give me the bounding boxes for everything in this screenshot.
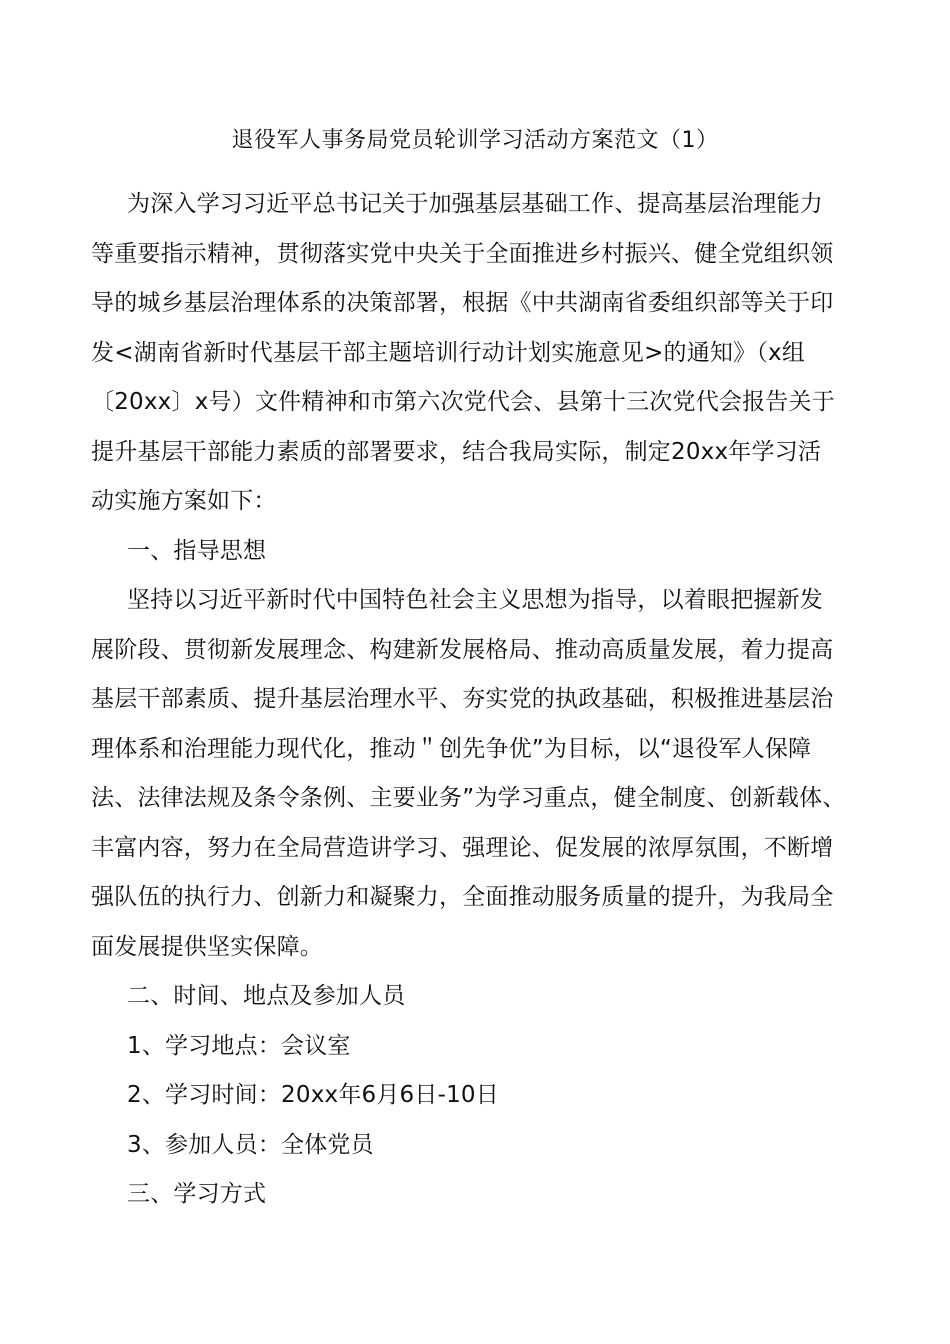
section-heading: 三、学习方式 xyxy=(127,1181,267,1207)
paragraph-line: 法、法律法规及条令条例、主要业务”为学习重点，健全制度、创新载体、 xyxy=(91,785,846,811)
paragraph-line: 提升基层干部能力素质的部署要求，结合我局实际，制定20xx年学习活 xyxy=(91,438,822,465)
paragraph-line: 强队伍的执行力、创新力和凝聚力，全面推动服务质量的提升，为我局全 xyxy=(91,884,834,910)
paragraph-line: 基层干部素质、提升基层治理水平、夯实党的执政基础，积极推进基层治 xyxy=(91,686,834,712)
paragraph-line: 发<湖南省新时代基层干部主题培训行动计划实施意见>的通知》（x组 xyxy=(91,339,806,366)
section-heading: 二、时间、地点及参加人员 xyxy=(127,983,406,1009)
paragraph-line: 动实施方案如下： xyxy=(91,488,277,514)
paragraph-line: 等重要指示精神，贯彻落实党中央关于全面推进乡村振兴、健全党组织领 xyxy=(91,240,834,267)
paragraph-line: 面发展提供坚实保障。 xyxy=(91,933,323,960)
section-heading: 一、指导思想 xyxy=(127,537,267,564)
paragraph-line: 理体系和治理能力现代化，推动＂创先争优”为目标，以“退役军人保障 xyxy=(91,735,812,762)
paragraph-line: 为深入学习习近平总书记关于加强基层基础工作、提高基层治理能力 xyxy=(127,191,823,217)
paragraph-line: 导的城乡基层治理体系的决策部署，根据《中共湖南省委组织部等关于印 xyxy=(91,290,834,316)
list-item: 2、学习时间：20xx年6月6日-10日 xyxy=(127,1082,499,1108)
paragraph-line: 展阶段、贯彻新发展理念、构建新发展格局、推动高质量发展，着力提高 xyxy=(91,636,834,663)
paragraph-line: 坚持以习近平新时代中国特色社会主义思想为指导，以着眼把握新发 xyxy=(127,587,823,613)
document-title: 退役军人事务局党员轮训学习活动方案范文（1） xyxy=(231,128,719,153)
paragraph-line: 〔20xx〕x号）文件精神和市第六次党代会、县第十三次党代会报告关于 xyxy=(91,389,835,415)
document-body xyxy=(91,180,881,1220)
paragraph-line: 丰富内容，努力在全局营造讲学习、强理论、促发展的浓厚氛围，不断增 xyxy=(91,834,834,861)
list-item: 1、学习地点：会议室 xyxy=(127,1032,351,1059)
list-item: 3、参加人员：全体党员 xyxy=(127,1131,374,1158)
